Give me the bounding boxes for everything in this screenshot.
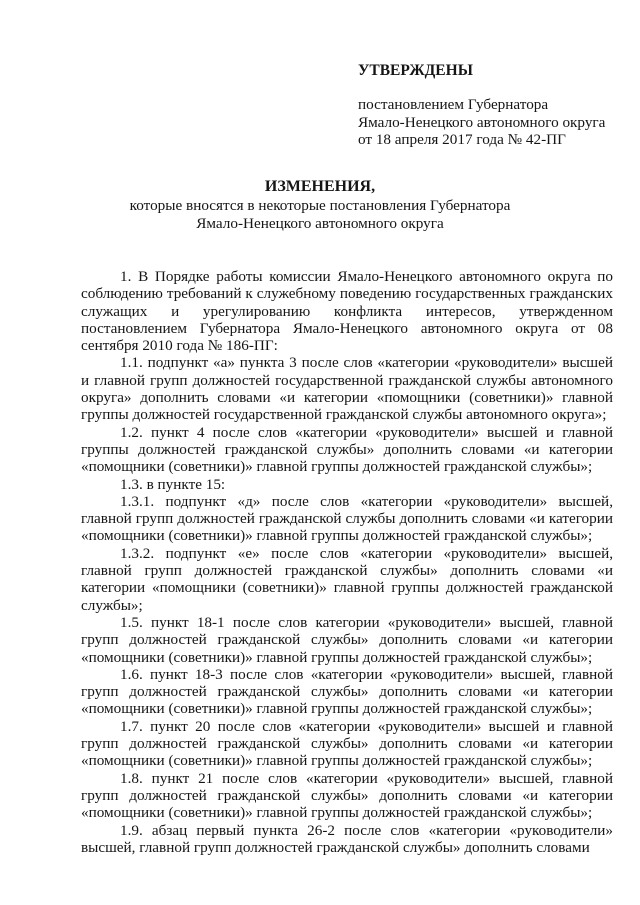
- approval-stamp: [358, 62, 628, 148]
- paragraph: 1.3.1. подпункт «д» после слов «категории «руководители» высшей, главной групп должностей гражданской службы дополнить словами «и категории «помощники (советники)» главной группы должностей гражданской службы»;: [81, 492, 613, 545]
- approval-line: Ямало-Ненецкого автономного округа: [358, 113, 606, 131]
- paragraph: 1. В Порядке работы комиссии Ямало-Ненецкого автономного округа по соблюдению требований к служебному поведению государственных гражданских служащих и урегулированию конфликта интересов, утвержденном постановлением Губернатора Ямало-Ненецкого автономного округа от 08 сентября 2010 года № 186-ПГ:: [81, 268, 613, 355]
- paragraph: 1.9. абзац первый пункта 26-2 после слов «категории «руководители» высшей, главной групп должностей гражданской службы» дополнить словами: [81, 821, 613, 856]
- approval-line: от 18 апреля 2017 года № 42-ПГ: [358, 130, 566, 148]
- approval-line: постановлением Губернатора: [358, 96, 549, 114]
- paragraph: 1.7. пункт 20 после слов «категории «руководители» высшей и главной групп должностей гражданской службы» дополнить словами «и категории «помощники (советники)» главной группы должностей гражданской службы»;: [81, 717, 613, 770]
- document-title: ИЗМЕНЕНИЯ,: [264, 178, 376, 195]
- paragraph: 1.3.2. подпункт «е» после слов «категории «руководители» высшей, главной групп должностей гражданской службы» дополнить словами «и категории «помощники (советники)» главной группы должностей гражданской службы»;: [81, 544, 613, 614]
- paragraph: 1.2. пункт 4 после слов «категории «руководители» высшей и главной группы должностей гражданской службы» дополнить словами «и категории «помощники (советники)» главной группы должностей гражданской службы»;: [81, 423, 613, 476]
- approval-title: УТВЕРЖДЕНЫ: [358, 62, 473, 79]
- document-subtitle: Ямало-Ненецкого автономного округа: [196, 214, 444, 232]
- paragraph: 1.5. пункт 18-1 после слов категории «руководители» высшей, главной групп должностей гражданской службы» дополнить словами «и категории «помощники (советники)» главной группы должностей гражданской службы»;: [81, 613, 613, 666]
- paragraph: 1.6. пункт 18-3 после слов «категории «руководители» высшей, главной групп должностей гражданской службы» дополнить словами «и категории «помощники (советники)» главной группы должностей гражданской службы»;: [81, 665, 613, 718]
- paragraph: 1.3. в пункте 15:: [120, 475, 226, 493]
- document-subtitle: которые вносятся в некоторые постановления Губернатора: [129, 197, 511, 215]
- paragraph: 1.1. подпункт «а» пункта 3 после слов «категории «руководители» высшей и главной групп должностей государственной гражданской службы автономного округа» дополнить словами «и категории «помощники (советники)» главной группы должностей государственной гражданской службы автономного округа»;: [81, 354, 613, 424]
- document-heading: [0, 178, 640, 232]
- document-body: [81, 268, 613, 856]
- paragraph: 1.8. пункт 21 после слов «категории «руководители» высшей, главной групп должностей гражданской службы» дополнить словами «и категории «помощники (советники)» главной группы должностей гражданской службы»;: [81, 769, 613, 822]
